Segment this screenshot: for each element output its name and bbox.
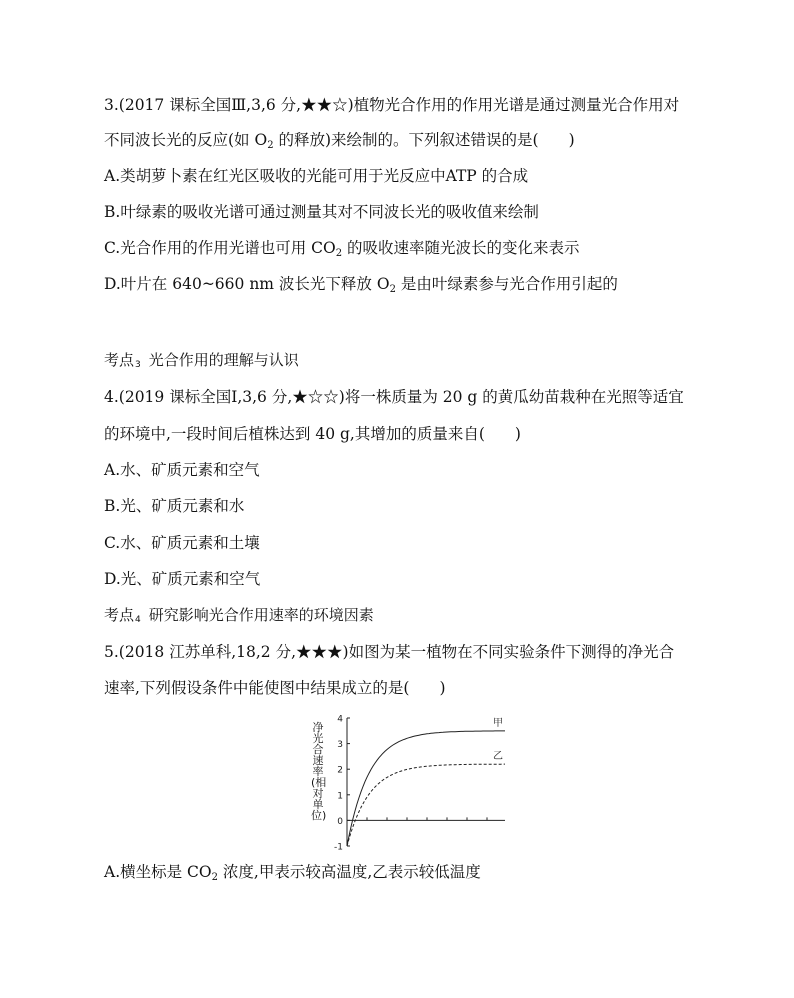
q3-stem-text3: 的释放)来绘制的。下列叙述错误的是( [273, 131, 539, 149]
q5-line2 [104, 678, 446, 698]
difficulty-stars: ★☆☆ [292, 388, 339, 406]
series-label: 甲 [493, 717, 503, 729]
option-text: C.水、矿质元素和土壤 [104, 534, 260, 552]
y-tick-label: 4 [337, 714, 343, 725]
q4-stem-text: )将一株质量为 20 g 的黄瓜幼苗栽种在光照等适宜 [338, 388, 684, 406]
subscript: 2 [389, 284, 396, 295]
y-tick-label: -1 [334, 842, 343, 852]
q4-line2 [104, 424, 521, 444]
q3-stem-text: )植物光合作用的作用光谱是通过测量光合作用对 [347, 96, 680, 114]
q5-stem-text: )如图为某一植物在不同实验条件下测得的净光合 [342, 643, 675, 661]
y-tick-label: 2 [337, 765, 343, 776]
difficulty-stars: ★★☆ [301, 96, 348, 114]
q3-option-c [104, 238, 580, 264]
series-label: 乙 [493, 751, 503, 763]
q5-line1 [104, 642, 674, 662]
series-line-yi [347, 764, 505, 846]
y-tick-label: 3 [337, 740, 343, 751]
section-number: 4 [135, 615, 141, 625]
close-paren: ) [568, 131, 575, 149]
y-tick-label: 0 [337, 816, 343, 827]
series-line-jia [347, 731, 505, 846]
option-text: 浓度,甲表示较高温度,乙表示较低温度 [218, 863, 481, 881]
subscript: 2 [335, 248, 343, 259]
y-tick-label: 1 [337, 791, 343, 802]
option-text: A.类胡萝卜素在红光区吸收的光能可用于光反应中ATP 的合成 [104, 167, 529, 185]
net-photosynthesis-chart [300, 712, 510, 852]
q3-line2 [104, 130, 575, 156]
difficulty-stars: ★★★ [296, 643, 343, 661]
option-text: A.水、矿质元素和空气 [104, 461, 260, 479]
option-text: D.光、矿质元素和空气 [104, 570, 261, 588]
section-number: 3 [135, 360, 141, 370]
q5-source: 5.(2018 江苏单科,18,2 分, [104, 643, 297, 661]
option-text: 是由叶绿素参与光合作用引起的 [395, 275, 618, 293]
close-paren: ) [439, 679, 446, 697]
q4-option-d [104, 569, 260, 589]
option-text: A.横坐标是 CO [104, 863, 212, 881]
option-text: B.叶绿素的吸收光谱可通过测量其对不同波长光的吸收值来绘制 [104, 203, 539, 221]
q3-stem-text2: 不同波长光的反应(如 O [104, 131, 268, 149]
section-label: 考点 [104, 606, 135, 624]
q3-option-a [104, 166, 528, 186]
q4-source: 4.(2019 课标全国Ⅰ,3,6 分, [104, 388, 293, 406]
q5-option-a [104, 862, 481, 888]
section-heading-3 [104, 350, 299, 375]
option-text: 的吸收速率随光波长的变化来表示 [342, 239, 580, 257]
q4-line1 [104, 387, 684, 407]
q3-source: 3.(2017 课标全国Ⅲ,3,6 分, [104, 96, 302, 114]
close-paren: ) [514, 425, 521, 443]
subscript: 2 [267, 140, 274, 151]
section-label: 考点 [104, 351, 135, 369]
section-title: 光合作用的理解与认识 [148, 351, 299, 369]
option-text: D.叶片在 640~660 nm 波长光下释放 O [104, 275, 390, 293]
section-title: 研究影响光合作用速率的环境因素 [148, 606, 374, 624]
q4-option-c [104, 533, 260, 553]
q4-stem-text2: 的环境中,一段时间后植株达到 40 g,其增加的质量来自( [104, 425, 485, 443]
q4-option-b [104, 496, 244, 516]
q4-option-a [104, 460, 260, 480]
option-text: C.光合作用的作用光谱也可用 CO [104, 239, 336, 257]
subscript: 2 [211, 872, 218, 883]
q3-option-b [104, 202, 539, 222]
option-text: B.光、矿质元素和水 [104, 497, 245, 515]
q3-option-d [104, 274, 618, 300]
section-heading-4 [104, 605, 374, 630]
q3-line1 [104, 95, 679, 115]
q5-stem-text2: 速率,下列假设条件中能使图中结果成立的是( [104, 679, 410, 697]
chart-y-axis-label: 净光合速率(相对单位) [311, 721, 327, 822]
